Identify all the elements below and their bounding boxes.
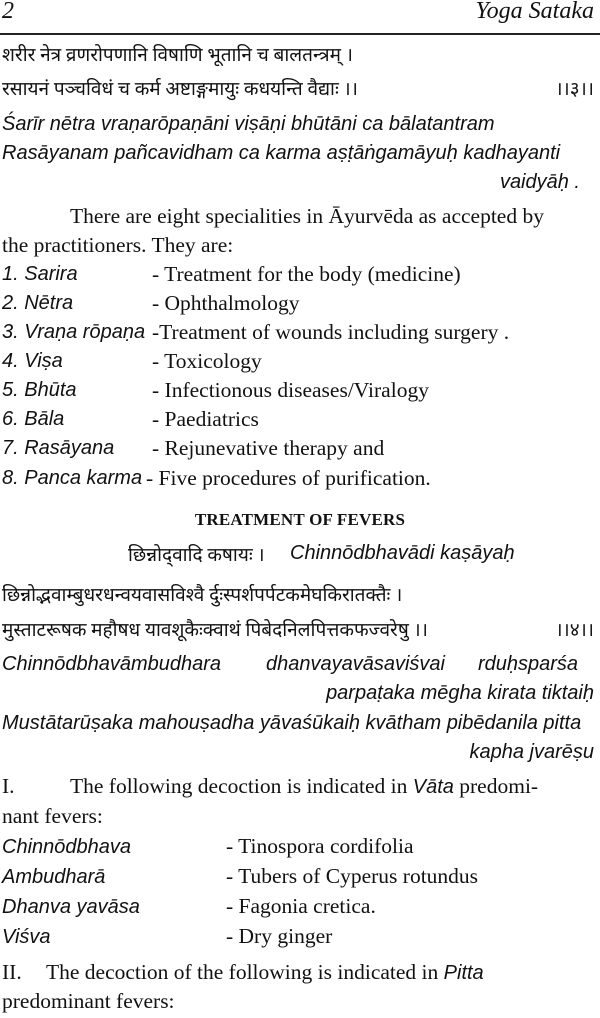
ingredient-desc: - Tubers of Cyperus rotundus [226,864,479,888]
ingredient-name: Ambudharā [2,866,106,888]
ingredient-name: Viśva [2,926,51,948]
ingredient-desc: - Fagonia cretica. [226,894,376,918]
speciality-desc: - Toxicology [152,349,262,373]
para2-line1 [46,960,484,985]
ingredient-desc: - Tinospora cordifolia [226,834,414,858]
para1-line2: nant fevers: [2,804,103,828]
speciality-desc: - Rejunevative therapy and [152,436,385,460]
section-subtitle-sanskrit: छिन्नोद्‌वादि कषायः । [128,545,265,566]
running-title: Yoga Sataka [475,0,594,24]
speciality-label: 6. Bāla [2,408,65,430]
speciality-label: 3. Vraṇa rōpaṇa [2,321,146,343]
speciality-desc: - Infectionous diseases/Viralogy [152,378,429,402]
verse3-translit-line1: Śarīr nētra vraṇarōpaṇāni viṣāṇi bhūtāni ca bālatantram [2,113,495,135]
para2-line2: predominant fevers: [2,989,175,1013]
verse3-sanskrit-line1: शरीर नेत्र व्रणरोपणानि विषाणि भूतानि च बालतन्त्रम् । [2,45,353,66]
para1-numeral: I. [2,774,15,798]
verse4-translit-line1a: Chinnōdbhavāmbudhara [2,653,222,675]
speciality-label: 1. Sarira [2,263,78,285]
verse3-sanskrit-line2: रसायनं पञ्चविधं च कर्म अष्टाङ्गमायुः कधयन्ति वैद्याः ।। [2,79,358,100]
speciality-label: 5. Bhūta [2,379,77,401]
verse4-translit-line2: parpaṭaka mēgha kirata tiktaiḥ [326,682,594,704]
verse4-number: ।।४।। [555,620,594,641]
speciality-label: 8. Panca karma [2,467,143,489]
verse4-translit-line3: Mustātarūṣaka mahouṣadha yāvaśūkaiḥ kvātham pibēdanila pitta [2,712,582,734]
ingredient-name: Chinnōdbhava [2,836,131,858]
para1-italic-word: Vāta [412,776,454,798]
speciality-desc: - Treatment for the body (medicine) [152,262,461,286]
para2-line1-text: The decoction of the following is indicated in [46,960,439,984]
section-subtitle-translit: Chinnōdbhavādi kaṣāyaḥ [290,542,515,564]
verse4-translit-line1c: rduḥsparśa [478,653,579,675]
speciality-label: 2. Nētra [2,292,74,314]
speciality-desc: -Treatment of wounds including surgery . [152,320,510,344]
para2-italic-word: Pitta [443,962,484,984]
ingredient-name: Dhanva yavāsa [2,896,140,918]
speciality-desc: - Ophthalmology [152,291,300,315]
intro-line1: There are eight specialities in Āyurvēda as accepted by [70,204,544,228]
verse3-translit-line3: vaidyāḥ . [499,171,580,193]
verse4-translit-line4: kapha jvarēṣu [469,741,594,763]
header-rule [0,33,600,35]
para1-line1-text: The following decoction is indicated in [70,774,408,798]
verse4-translit-line1b: dhanvayavāsaviśvai [266,653,445,675]
speciality-desc: - Five procedures of purification. [146,466,431,490]
verse3-translit-line2: Rasāyanam pañcavidham ca karma aṣṭāṅgamāyuḥ kadhayanti [2,142,561,164]
intro-line2: the practitioners. They are: [2,233,234,257]
speciality-desc: - Paediatrics [152,407,259,431]
ingredient-desc: - Dry ginger [226,924,333,948]
para2-numeral: II. [2,960,22,984]
para1-line1-end: predomi- [459,774,539,798]
section-heading: TREATMENT OF FEVERS [194,510,406,529]
verse4-sanskrit-line2: मुस्ताटरूषक महौषध यावशूकैःक्वाथं पिबेदनिलपित्तकफज्वरेषु ।। [2,620,428,641]
verse3-number: ।।३।। [555,79,594,100]
speciality-label: 4. Viṣa [2,350,63,372]
page-number: 2 [2,0,14,24]
verse4-sanskrit-line1: छिन्नोद्भवाम्बुधरधन्वयवासविश्वै र्दुःस्पर्शपर्पटकमेघकिरातक्तैः । [2,585,403,606]
speciality-label: 7. Rasāyana [2,437,115,459]
para1-line1 [70,774,538,799]
